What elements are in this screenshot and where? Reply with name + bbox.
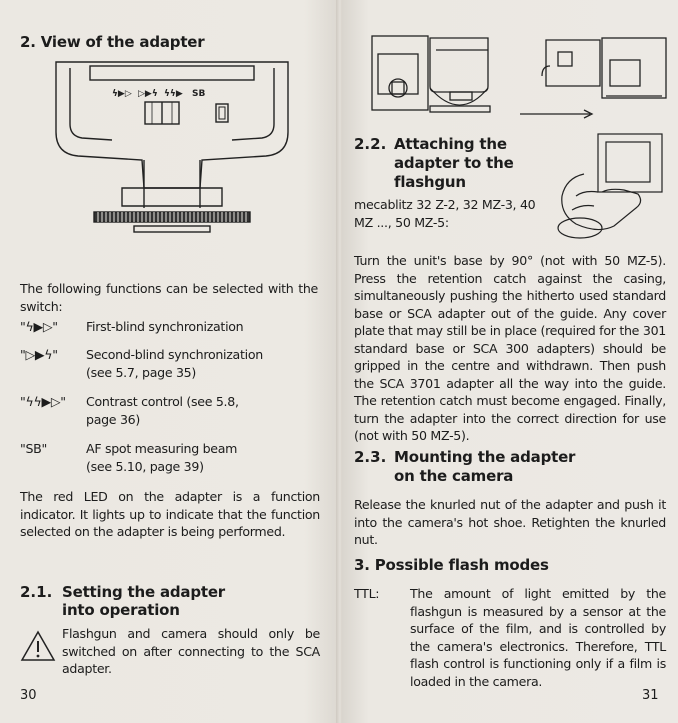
section-2-3-number: 2.3. (354, 448, 387, 466)
function-desc: Contrast control (see 5.8, page 36) (86, 394, 239, 427)
ttl-description: The amount of light emitted by the flashgun is measured by a sensor at the surface of the film, and is controlled by the camera's electronics. Therefore, TTL flash control is functioning only if a film is loaded in the camera. (410, 586, 666, 689)
function-row (20, 393, 318, 429)
diagram-label-first: ϟ▶▷ (112, 89, 132, 99)
function-key: "ϟ▶▷" (20, 319, 58, 334)
flashgun-models: mecablitz 32 Z-2, 32 MZ-3, 40 MZ ..., 50 MZ-5: (354, 197, 536, 230)
section-2-1-title: Setting the adapter into operation (62, 583, 226, 619)
mount-instructions: Release the knurled nut of the adapter and push it into the camera's hot shoe. Retighten the knurled nut. (354, 497, 666, 547)
page-number-right: 31 (642, 688, 659, 703)
function-desc: AF spot measuring beam (see 5.10, page 39) (86, 441, 238, 474)
diagram-label-sb: SB (192, 89, 206, 99)
function-key: "SB" (20, 441, 48, 456)
section-3-title: 3. Possible flash modes (354, 556, 549, 574)
function-desc: Second-blind synchronization (see 5.7, page 35) (86, 347, 263, 380)
function-desc: First-blind synchronization (86, 319, 244, 334)
function-key: "ϟϟ▶▷" (20, 394, 66, 409)
hand-illustration (554, 130, 666, 242)
function-row (20, 346, 318, 382)
section-2-2-number: 2.2. (354, 135, 387, 153)
functions-intro: The following functions can be selected with the switch: (20, 281, 318, 314)
section-2-2-title: Attaching the adapter to the flashgun (394, 135, 514, 191)
left-page (0, 0, 338, 723)
adapter-diagram (52, 60, 292, 266)
section-2-3-title: Mounting the adapter on the camera (394, 448, 576, 485)
page-number-left: 30 (20, 688, 37, 703)
warning-text: Flashgun and camera should only be switched on after connecting to the SCA adapter. (62, 626, 320, 676)
ttl-mode-row (354, 585, 666, 695)
warning-icon (20, 630, 56, 662)
section-2-title: 2. View of the adapter (20, 33, 205, 51)
function-row (20, 318, 318, 336)
attach-instructions: Turn the unit's base by 90° (not with 50 MZ-5). Press the retention catch against the casing, simultaneously pushing the hitherto used standard base or SCA adapter out of the guide. Any cover plate that may still be in place (required for the 301 standard base or SCA 300 adapters) should be gripped in the centre and withdrawn. Then push the SCA 3701 adapter all the way into the guide. The retention catch must become engaged. Finally, turn the adapter into the correct direction for use (not with 50 MZ-5). (354, 253, 666, 443)
function-row (20, 440, 318, 476)
function-key: "▷▶ϟ" (20, 347, 58, 362)
attach-diagram (370, 30, 670, 125)
diagram-label-second: ▷▶ϟ (138, 89, 158, 99)
led-description: The red LED on the adapter is a function indicator. It lights up to indicate that the function selected on the adapter is being performed. (20, 489, 320, 539)
ttl-label: TTL: (354, 586, 380, 601)
right-page (342, 0, 678, 723)
section-2-1-number: 2.1. (20, 583, 53, 601)
diagram-label-contrast: ϟϟ▶ (164, 89, 183, 99)
